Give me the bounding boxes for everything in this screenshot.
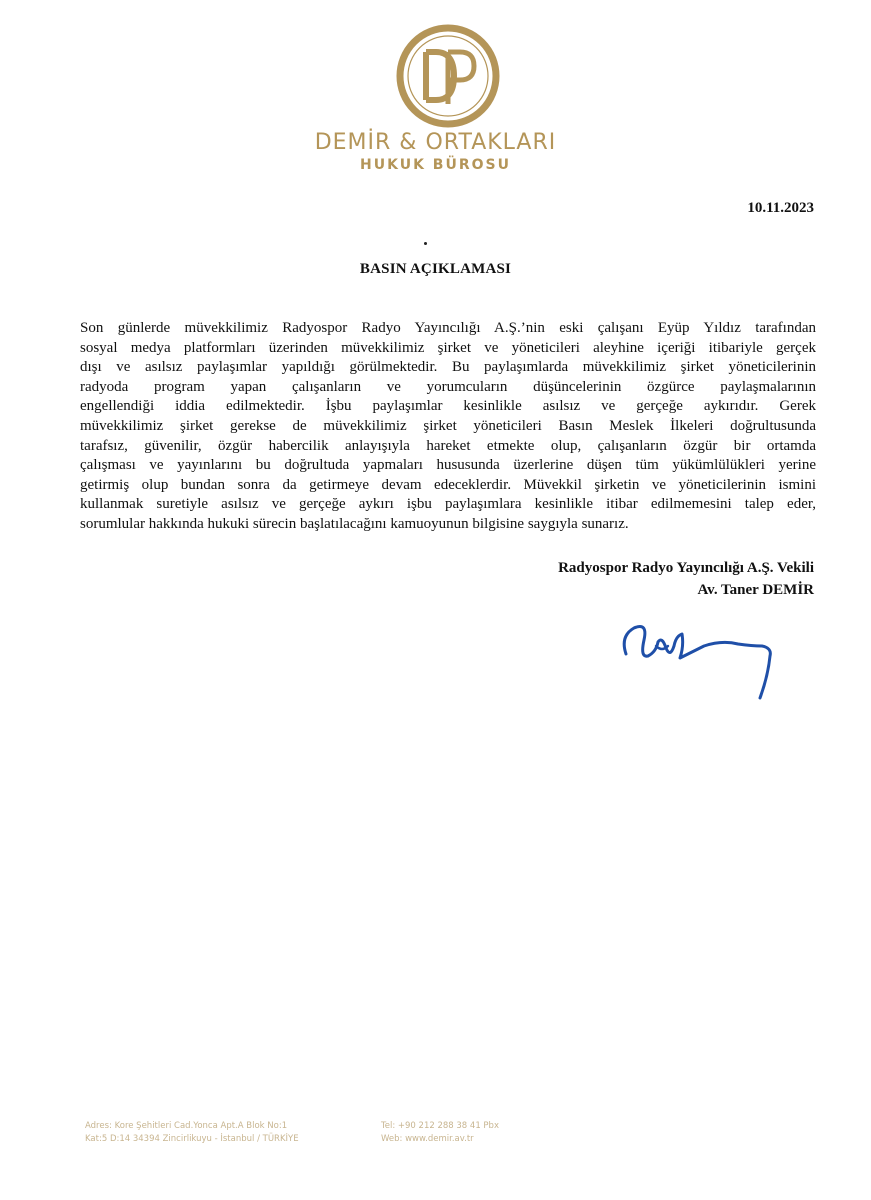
body-line: sosyal medya platformları üzerinden müvekkilimiz şirket ve yöneticileri aleyhine içeriği itibariyle gerçek [80, 339, 816, 356]
handwritten-signature-icon [612, 606, 792, 706]
body-line: müvekkilimiz şirket gerekse de müvekkilimiz şirket yöneticileri Basın Meslek İlkeleri doğrultusunda [80, 417, 816, 434]
footer-contact [381, 1120, 499, 1146]
footer-web-link[interactable]: Web: www.demir.av.tr [381, 1134, 474, 1144]
body-line: Son günlerde müvekkilimiz Radyospor Radyo Yayıncılığı A.Ş.’nin eski çalışanı Eyüp Yıldız tarafından [80, 320, 816, 336]
firm-name: DEMİR & ORTAKLARI [314, 130, 557, 155]
body-line: radyoda program yapan çalışanların ve yorumcuların düşüncelerinin özgürce paylaşmalarının [80, 378, 816, 395]
firm-subtitle: HUKUK BÜROSU [360, 157, 511, 173]
body-line: kullanmak suretiyle asılsız ve gerçeğe aykırı işbu paylaşımlara kesinlikle itibar edilmemesini talep eder, [80, 496, 816, 513]
footer-phone: Tel: +90 212 288 38 41 Pbx [381, 1121, 499, 1131]
document-body [80, 319, 816, 535]
signatory-name: Av. Taner DEMİR [697, 582, 814, 598]
body-line: engellendiği iddia edilmektedir. İşbu paylaşımlar kesinlikle asılsız ve gerçeğe aykırıdır. Gerek [80, 398, 816, 415]
body-line: dışı ve asılsız paylaşımlar yapıldığı görülmektedir. Bu paylaşımlarda müvekkilimiz şirket yöneticilerinin [80, 359, 816, 376]
body-line: sorumlular hakkında hukuki sürecin başlatılacağını kamuoyunun bilgisine saygıyla sunarız. [80, 515, 629, 532]
stray-dot [424, 242, 427, 245]
footer-address [85, 1120, 299, 1146]
body-line: getirmiş olup bundan sonra da getirmeye devam edeceklerdir. Müvekkil şirketin ve yöneticilerinin ismini [80, 476, 816, 493]
document-title: BASIN AÇIKLAMASI [359, 261, 512, 277]
body-line: çalışması ve yayınlarını bu doğrultuda yapmaları hususunda üzerlerine düşen tüm yükümlülükleri yerine [80, 457, 816, 474]
body-line: tarafsız, güvenilir, özgür habercilik anlayışıyla hareket etmekte olup, çalışanların özgür bir ortamda [80, 437, 816, 454]
footer-address-line: Adres: Kore Şehitleri Cad.Yonca Apt.A Blok No:1 [85, 1121, 288, 1131]
signatory-title: Radyospor Radyo Yayıncılığı A.Ş. Vekili [558, 560, 814, 576]
signatory-block [558, 557, 814, 601]
document-date: 10.11.2023 [747, 200, 814, 216]
footer-address-line: Kat:5 D:14 34394 Zincirlikuyu - İstanbul / TÜRKİYE [85, 1134, 299, 1144]
dp-monogram-logo-icon [396, 24, 500, 128]
